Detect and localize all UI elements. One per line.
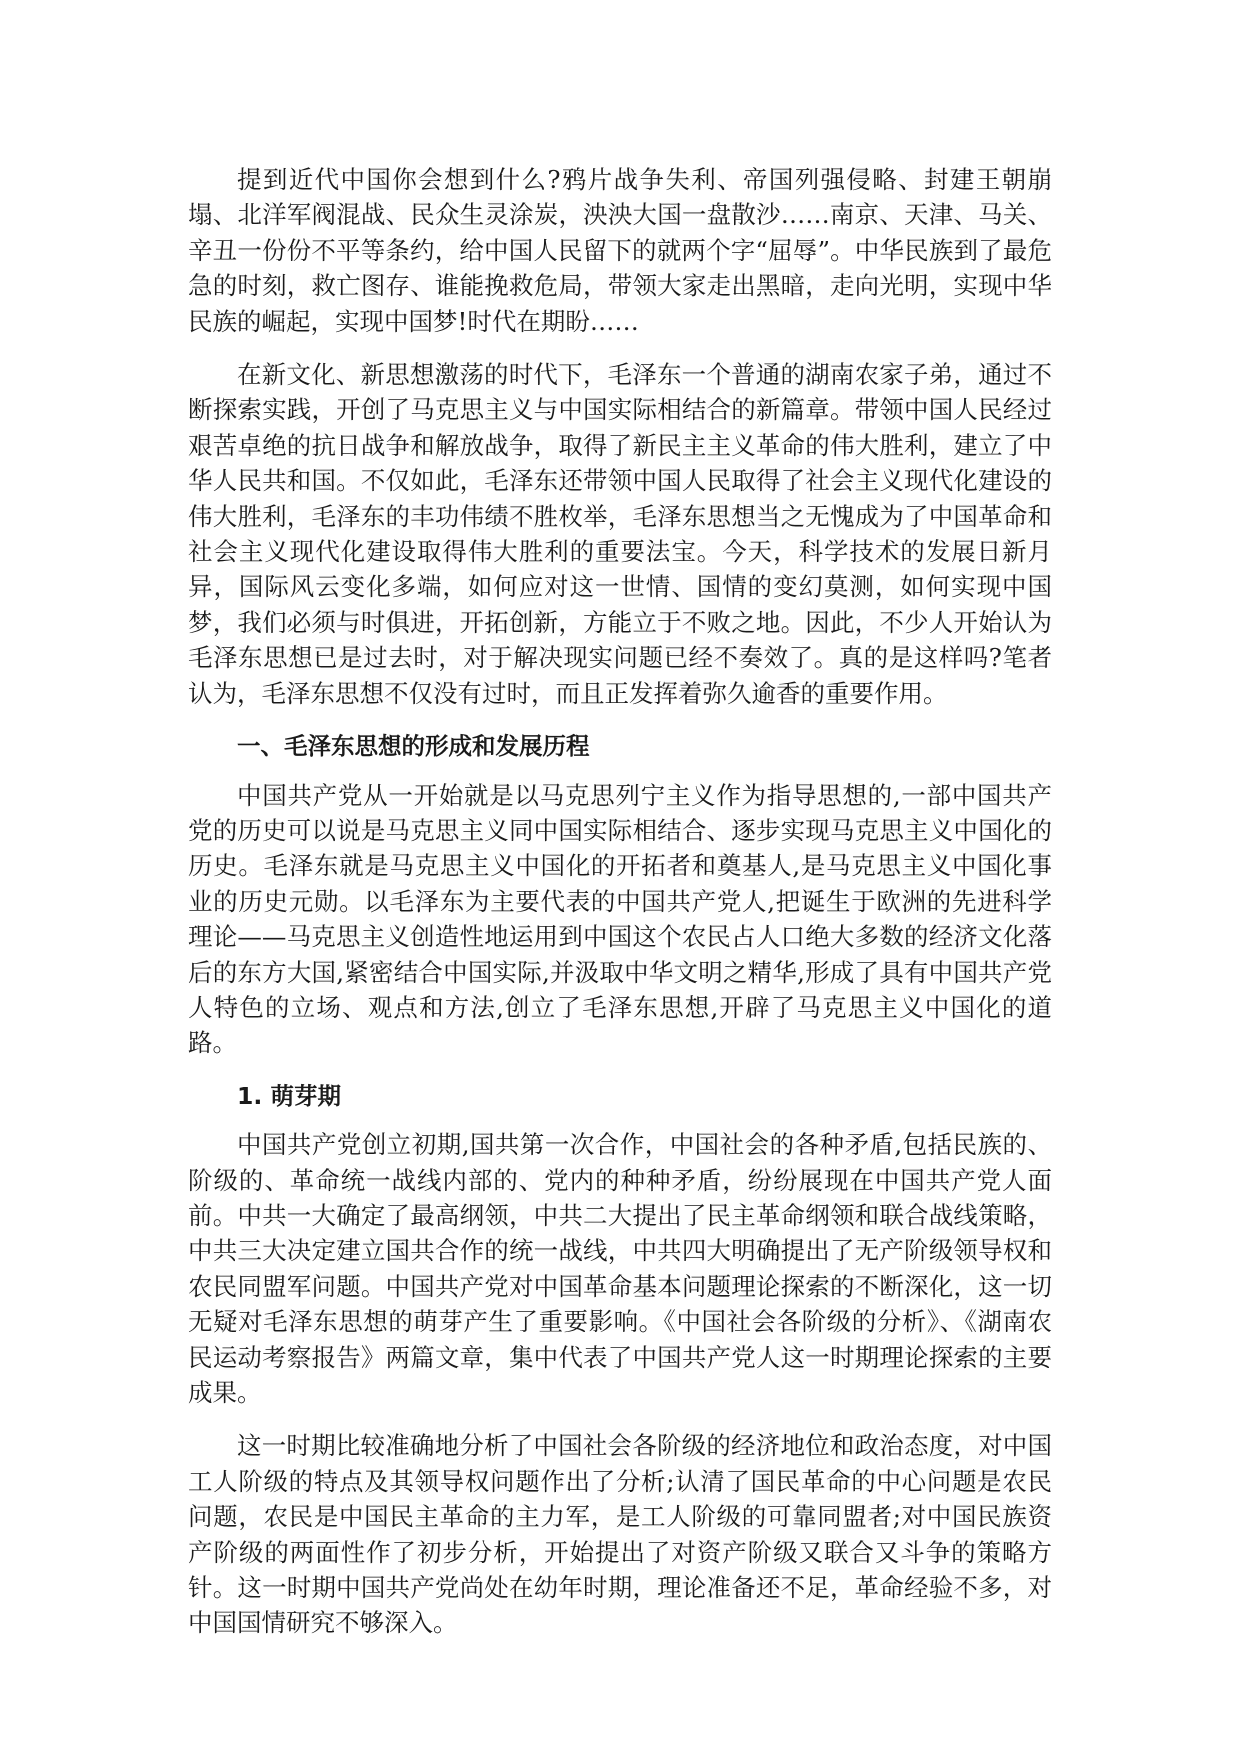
section-heading: 一、毛泽东思想的形成和发展历程 [237, 732, 590, 761]
subsection-paragraph: 这一时期比较准确地分析了中国社会各阶级的经济地位和政治态度，对中国工人阶级的特点及其领导权问题作出了分析;认清了国民革命的中心问题是农民问题，农民是中国民主革命的主力军，是工人阶级的可靠同盟者;对中国民族资产阶级的两面性作了初步分析，开始提出了对资产阶级又联合又斗争的策略方针。这一时期中国共产党尚处在幼年时期，理论准备还不足，革命经验不多，对中国国情研究不够深入。 [188, 1431, 1052, 1638]
subsection-heading: 1. 萌芽期 [237, 1081, 341, 1110]
context-paragraph: 在新文化、新思想激荡的时代下，毛泽东一个普通的湖南农家子弟，通过不断探索实践，开创了马克思主义与中国实际相结合的新篇章。带领中国人民经过艰苦卓绝的抗日战争和解放战争，取得了新民主主义革命的伟大胜利，建立了中华人民共和国。不仅如此，毛泽东还带领中国人民取得了社会主义现代化建设的伟大胜利，毛泽东的丰功伟绩不胜枚举，毛泽东思想当之无愧成为了中国革命和社会主义现代化建设取得伟大胜利的重要法宝。今天，科学技术的发展日新月异，国际风云变化多端，如何应对这一世情、国情的变幻莫测，如何实现中国梦，我们必须与时俱进，开拓创新，方能立于不败之地。因此，不少人开始认为毛泽东思想已是过去时，对于解决现实问题已经不奏效了。真的是这样吗?笔者认为，毛泽东思想不仅没有过时，而且正发挥着弥久逾香的重要作用。 [188, 360, 1052, 708]
subsection-paragraph: 中国共产党创立初期,国共第一次合作，中国社会的各种矛盾,包括民族的、阶级的、革命统一战线内部的、党内的种种矛盾，纷纷展现在中国共产党人面前。中共一大确定了最高纲领，中共二大提出了民主革命纲领和联合战线策略，中共三大决定建立国共合作的统一战线，中共四大明确提出了无产阶级领导权和农民同盟军问题。中国共产党对中国革命基本问题理论探索的不断深化，这一切无疑对毛泽东思想的萌芽产生了重要影响。《中国社会各阶级的分析》、《湖南农民运动考察报告》两篇文章，集中代表了中国共产党人这一时期理论探索的主要成果。 [188, 1130, 1052, 1407]
intro-paragraph: 提到近代中国你会想到什么?鸦片战争失利、帝国列强侵略、封建王朝崩塌、北洋军阀混战、民众生灵涂炭，泱泱大国一盘散沙……南京、天津、马关、辛丑一份份不平等条约，给中国人民留下的就两个字“屈辱”。中华民族到了最危急的时刻，救亡图存、谁能挽救危局，带领大家走出黑暗，走向光明，实现中华民族的崛起，实现中国梦!时代在期盼…… [188, 165, 1052, 336]
section-paragraph: 中国共产党从一开始就是以马克思列宁主义作为指导思想的,一部中国共产党的历史可以说是马克思主义同中国实际相结合、逐步实现马克思主义中国化的历史。毛泽东就是马克思主义中国化的开拓者和奠基人,是马克思主义中国化事业的历史元勋。以毛泽东为主要代表的中国共产党人,把诞生于欧洲的先进科学理论——马克思主义创造性地运用到中国这个农民占人口绝大多数的经济文化落后的东方大国,紧密结合中国实际,并汲取中华文明之精华,形成了具有中国共产党人特色的立场、观点和方法,创立了毛泽东思想,开辟了马克思主义中国化的道路。 [188, 780, 1052, 1058]
document-page [188, 162, 1052, 1659]
